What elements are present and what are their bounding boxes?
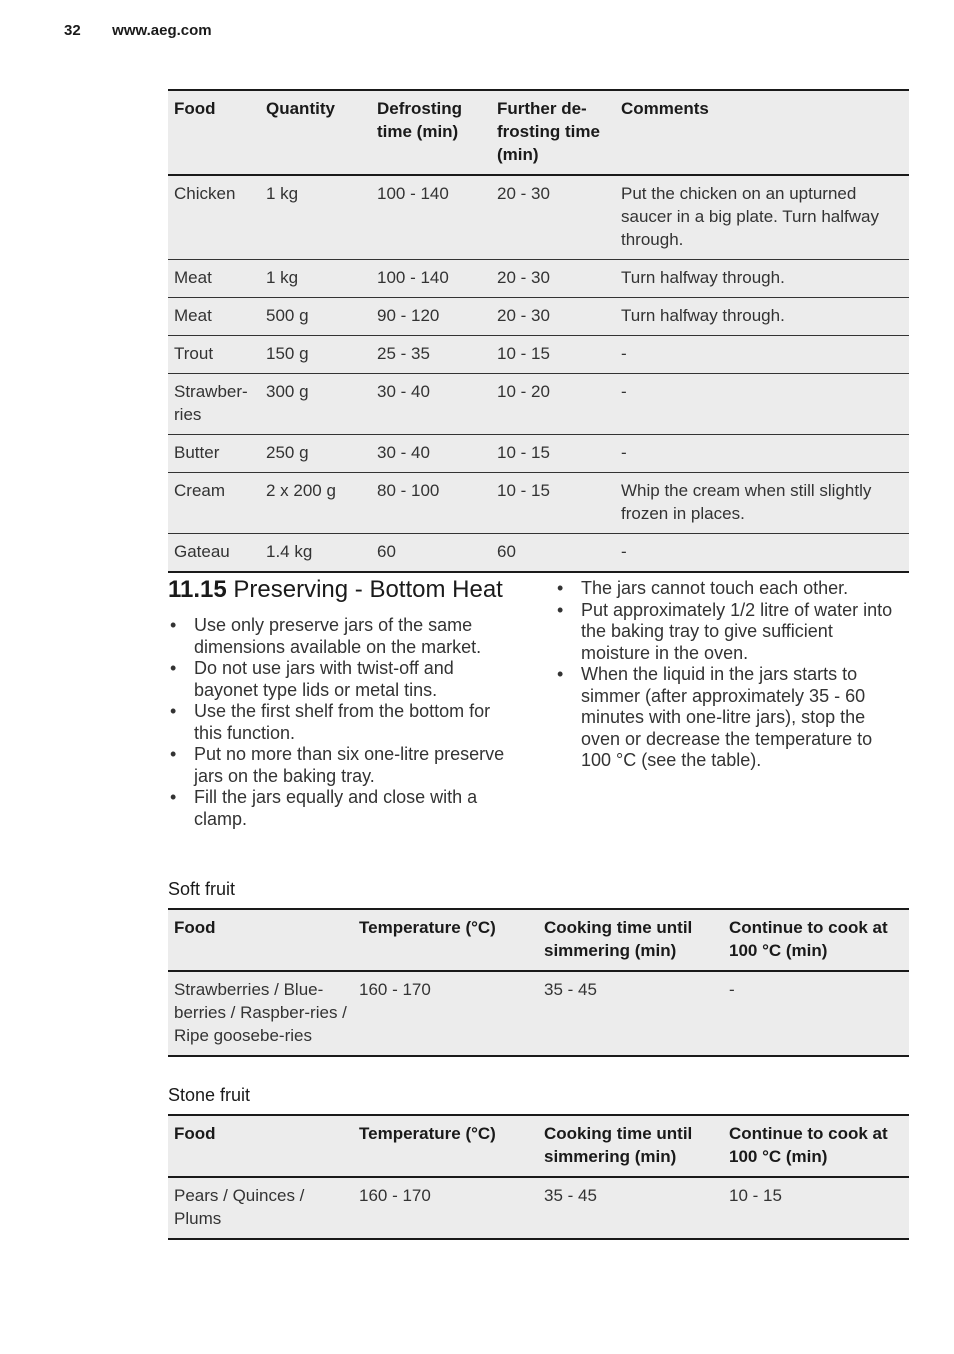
table-row [168, 435, 909, 473]
bullet-item: • Use the first shelf from the bottom for this function. [168, 701, 520, 744]
soft-fruit-table [168, 908, 909, 1057]
table-row [168, 971, 909, 1056]
table-cell: 60 [491, 534, 615, 573]
table-cell: 25 - 35 [371, 336, 491, 374]
column-header: Food [168, 90, 260, 175]
table-header-row [168, 1115, 909, 1177]
table-cell: 20 - 30 [491, 175, 615, 260]
table-header-row [168, 909, 909, 971]
table-row [168, 374, 909, 435]
table-cell: - [723, 971, 909, 1056]
table-cell: 300 g [260, 374, 371, 435]
table-row [168, 1177, 909, 1239]
table-cell: 1.4 kg [260, 534, 371, 573]
section-number: 11.15 [168, 576, 227, 603]
table-cell: 10 - 15 [723, 1177, 909, 1239]
table-cell: - [615, 534, 909, 573]
section-title-text: Preserving - Bottom Heat [233, 576, 503, 603]
table-cell: Gateau [168, 534, 260, 573]
table-cell: 10 - 15 [491, 336, 615, 374]
stone-fruit-heading: Stone fruit [168, 1085, 251, 1105]
defrosting-table [168, 89, 909, 573]
table-cell: 160 - 170 [353, 1177, 538, 1239]
table-cell: Turn halfway through. [615, 260, 909, 298]
site-url: www.aeg.com [112, 22, 212, 39]
column-header: Temperature (°C) [353, 1115, 538, 1177]
column-header: Cooking time until simmering (min) [538, 1115, 723, 1177]
table-row [168, 473, 909, 534]
column-header: Further de-frosting time (min) [491, 90, 615, 175]
table-cell: Cream [168, 473, 260, 534]
table-cell: 250 g [260, 435, 371, 473]
bullet-list-right [555, 578, 905, 772]
table-cell: Meat [168, 298, 260, 336]
bullet-item: • The jars cannot touch each other. [555, 578, 905, 600]
table-cell: 160 - 170 [353, 971, 538, 1056]
bullet-item: • Put no more than six one-litre preserve jars on the baking tray. [168, 744, 520, 787]
table-row [168, 260, 909, 298]
table-cell: Turn halfway through. [615, 298, 909, 336]
bullet-list-left [168, 615, 520, 830]
table-cell: Meat [168, 260, 260, 298]
table-row [168, 175, 909, 260]
table-cell: Trout [168, 336, 260, 374]
table-cell: 20 - 30 [491, 260, 615, 298]
preserving-section-left [168, 576, 520, 830]
table-cell: 150 g [260, 336, 371, 374]
table-cell: Pears / Quinces / Plums [168, 1177, 353, 1239]
column-header: Quantity [260, 90, 371, 175]
table-cell: 10 - 15 [491, 435, 615, 473]
table-cell: 100 - 140 [371, 260, 491, 298]
table-header-row [168, 90, 909, 175]
table-cell: 35 - 45 [538, 1177, 723, 1239]
table-cell: 1 kg [260, 175, 371, 260]
column-header: Food [168, 1115, 353, 1177]
column-header: Continue to cook at 100 °C (min) [723, 909, 909, 971]
table-cell: - [615, 435, 909, 473]
bullet-item: • Use only preserve jars of the same dimensions available on the market. [168, 615, 520, 658]
table-cell: 1 kg [260, 260, 371, 298]
table-row [168, 298, 909, 336]
column-header: Defrosting time (min) [371, 90, 491, 175]
column-header: Food [168, 909, 353, 971]
table-cell: 90 - 120 [371, 298, 491, 336]
table-cell: Strawber-ries [168, 374, 260, 435]
table-cell: Strawberries / Blue-berries / Raspber-ries / Ripe goosebe-ries [168, 971, 353, 1056]
table-cell: 35 - 45 [538, 971, 723, 1056]
preserving-section-right [555, 576, 905, 772]
stone-fruit-table [168, 1114, 909, 1240]
column-header: Temperature (°C) [353, 909, 538, 971]
bullet-item: • Do not use jars with twist-off and bayonet type lids or metal tins. [168, 658, 520, 701]
page-number: 32 [64, 22, 81, 39]
bullet-item: • Put approximately 1/2 litre of water into the baking tray to give sufficient moisture in the oven. [555, 600, 905, 665]
column-header: Cooking time until simmering (min) [538, 909, 723, 971]
table-cell: 100 - 140 [371, 175, 491, 260]
table-cell: Butter [168, 435, 260, 473]
table-cell: 30 - 40 [371, 374, 491, 435]
table-cell: 60 [371, 534, 491, 573]
table-cell: 10 - 15 [491, 473, 615, 534]
bullet-item: • Fill the jars equally and close with a clamp. [168, 787, 520, 830]
table-row [168, 336, 909, 374]
table-cell: 30 - 40 [371, 435, 491, 473]
table-cell: - [615, 336, 909, 374]
bullet-item: • When the liquid in the jars starts to simmer (after approximately 35 - 60 minutes with one-litre jars), stop the oven or decrease the temperature to 100 °C (see the table). [555, 664, 905, 772]
table-cell: Put the chicken on an upturned saucer in a big plate. Turn halfway through. [615, 175, 909, 260]
table-cell: 80 - 100 [371, 473, 491, 534]
table-cell: 2 x 200 g [260, 473, 371, 534]
column-header: Continue to cook at 100 °C (min) [723, 1115, 909, 1177]
table-cell: 10 - 20 [491, 374, 615, 435]
table-cell: - [615, 374, 909, 435]
page-header [64, 22, 212, 39]
table-cell: Chicken [168, 175, 260, 260]
soft-fruit-heading: Soft fruit [168, 879, 236, 899]
table-cell: 20 - 30 [491, 298, 615, 336]
section-title [168, 576, 520, 603]
table-cell: Whip the cream when still slightly frozen in places. [615, 473, 909, 534]
table-cell: 500 g [260, 298, 371, 336]
column-header: Comments [615, 90, 909, 175]
table-row [168, 534, 909, 573]
